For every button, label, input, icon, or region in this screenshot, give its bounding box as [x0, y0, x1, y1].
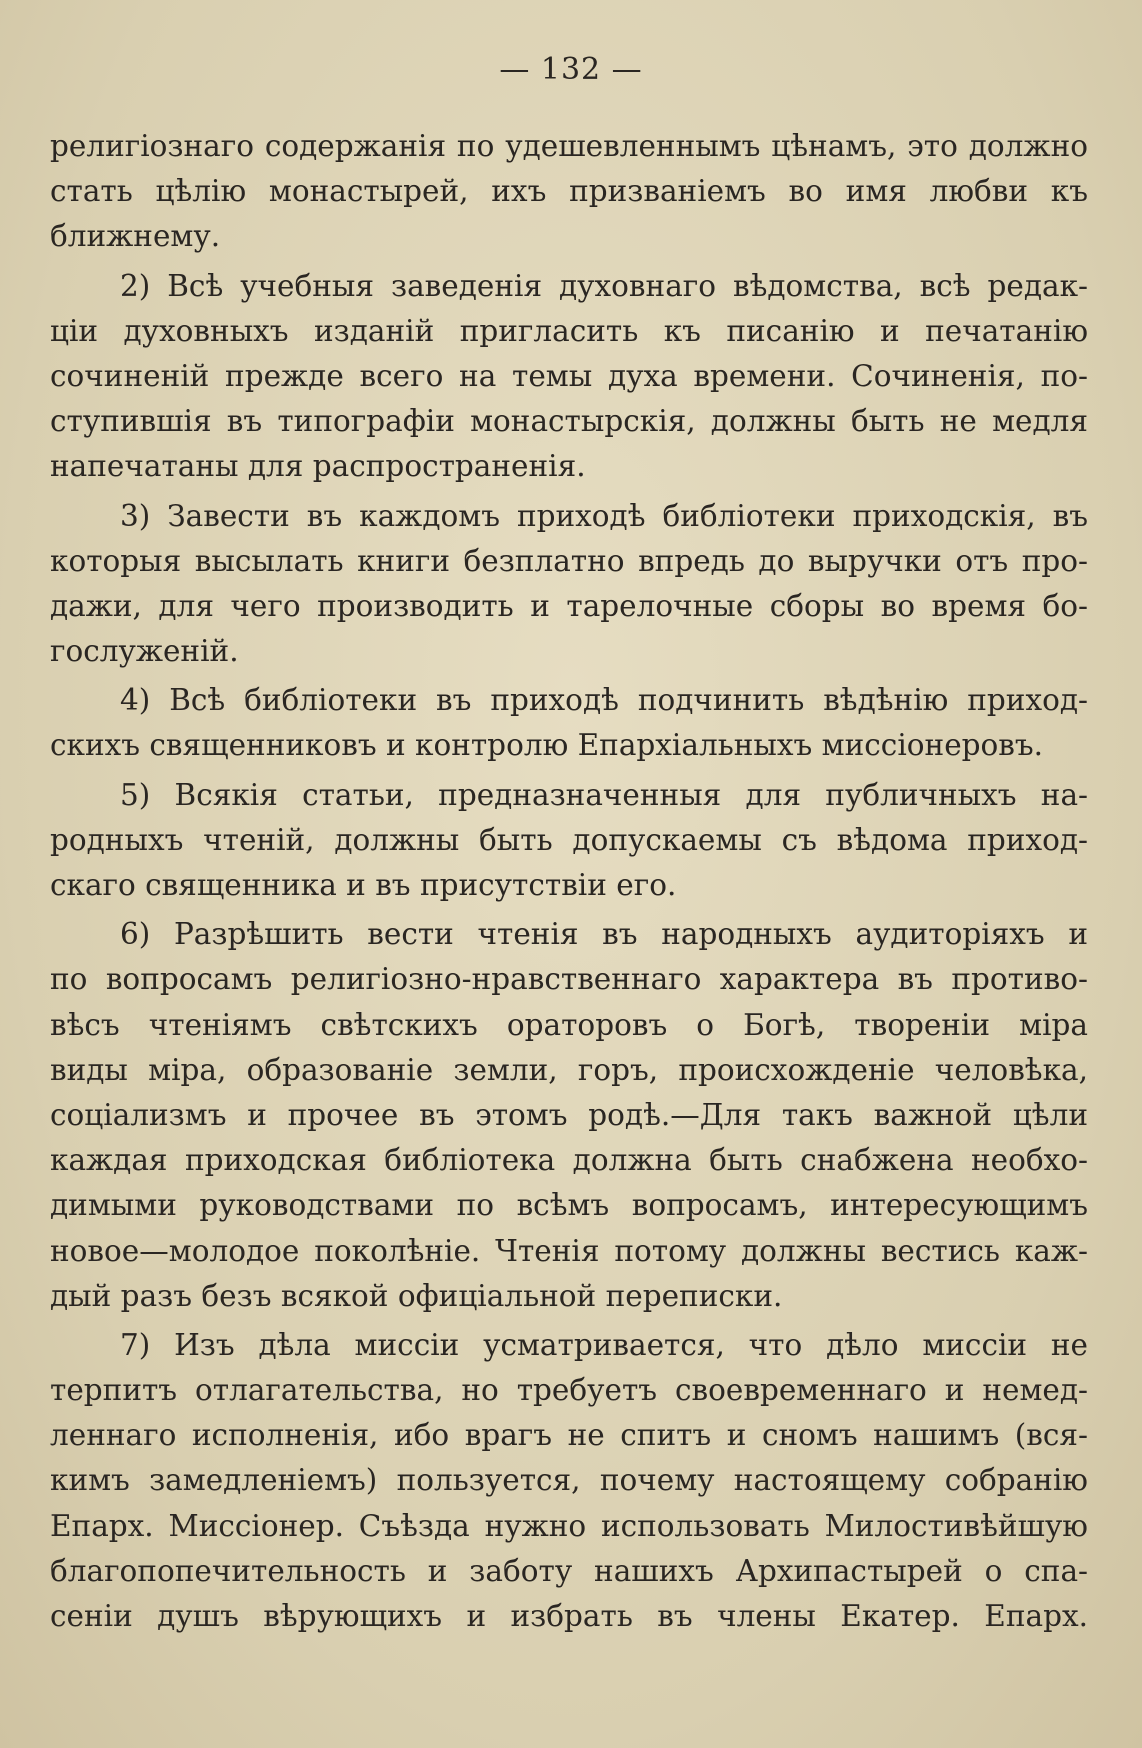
page-number: — 132 —	[499, 52, 643, 87]
text-line: кимъ замедленiемъ) пользуется, почему настоящему собранiю	[50, 1463, 1088, 1498]
text-line: 6) Разрѣшить вести чтенiя въ народныхъ аудиторiяхъ и	[120, 917, 1088, 952]
text-line: леннаго исполненiя, ибо врагъ не спитъ и сномъ нашимъ (вся-	[50, 1418, 1088, 1453]
text-line: напечатаны для распространенiя.	[50, 449, 586, 484]
text-line: скихъ священниковъ и контролю Епархiальныхъ миссiонеровъ.	[50, 728, 1044, 763]
text-line: гослуженiй.	[50, 634, 239, 669]
text-line: 2) Всѣ учебныя заведенiя духовнаго вѣдомства, всѣ редак-	[120, 268, 1088, 303]
text-line: соцiализмъ и прочее въ этомъ родѣ.—Для такъ важной цѣли	[50, 1097, 1088, 1132]
text-line: вѣсъ чтенiямъ свѣтскихъ ораторовъ о Богѣ, творенiи мiра	[50, 1007, 1088, 1042]
text-line: 5) Всякiя статьи, предназначенныя для публичныхъ на-	[120, 777, 1088, 812]
text-line: по вопросамъ религiозно-нравственнаго характера въ противо-	[50, 962, 1088, 997]
text-line: терпитъ отлагательства, но требуетъ своевременнаго и немед-	[50, 1373, 1088, 1408]
text-line: стать цѣлiю монастырей, ихъ призванiемъ во имя любви къ	[50, 174, 1088, 209]
text-line: религiознаго содержанiя по удешевленнымъ цѣнамъ, это должно	[50, 129, 1088, 163]
text-line: благопопечительность и заботу нашихъ Архипастырей о спа-	[50, 1553, 1088, 1588]
text-line: сенiи душъ вѣрующихъ и избрать въ члены Екатер. Епарх.	[50, 1599, 1088, 1633]
text-line: ступившiя въ типографiи монастырскiя, должны быть не медля	[50, 404, 1088, 439]
text-line: новое—молодое поколѣнiе. Чтенiя потому должны вестись каж-	[50, 1233, 1088, 1268]
text-line: дажи, для чего производить и тарелочные сборы во время бо-	[50, 588, 1088, 623]
text-line: виды мiра, образованiе земли, горъ, происхожденiе человѣка,	[50, 1052, 1088, 1087]
text-line: ближнему.	[50, 219, 221, 254]
text-line: 4) Всѣ библiотеки въ приходѣ подчинить вѣдѣнiю приход-	[120, 683, 1088, 718]
text-line: 3) Завести въ каждомъ приходѣ библiотеки приходскiя, въ	[120, 498, 1088, 533]
text-line: сочиненiй прежде всего на темы духа времени. Сочиненiя, по-	[50, 358, 1088, 393]
text-line: которыя высылать книги безплатно впредь до выручки отъ про-	[50, 543, 1088, 578]
text-line: каждая приходская библiотека должна быть снабжена необхо-	[50, 1143, 1088, 1178]
text-line: цiи духовныхъ изданiй пригласить къ писанiю и печатанiю	[50, 313, 1088, 348]
text-line: 7) Изъ дѣла миссiи усматривается, что дѣло миссiи не	[120, 1327, 1088, 1362]
text-line: Епарх. Миссiонер. Съѣзда нужно использовать Милостивѣйшую	[50, 1508, 1088, 1543]
body-text	[50, 124, 1088, 1639]
text-line: дый разъ безъ всякой офицiальной переписки.	[50, 1278, 783, 1313]
text-line: родныхъ чтенiй, должны быть допускаемы съ вѣдома приход-	[50, 822, 1088, 857]
text-line: скаго священника и въ присутствiи его.	[50, 868, 677, 902]
text-line: димыми руководствами по всѣмъ вопросамъ, интересующимъ	[50, 1188, 1088, 1223]
